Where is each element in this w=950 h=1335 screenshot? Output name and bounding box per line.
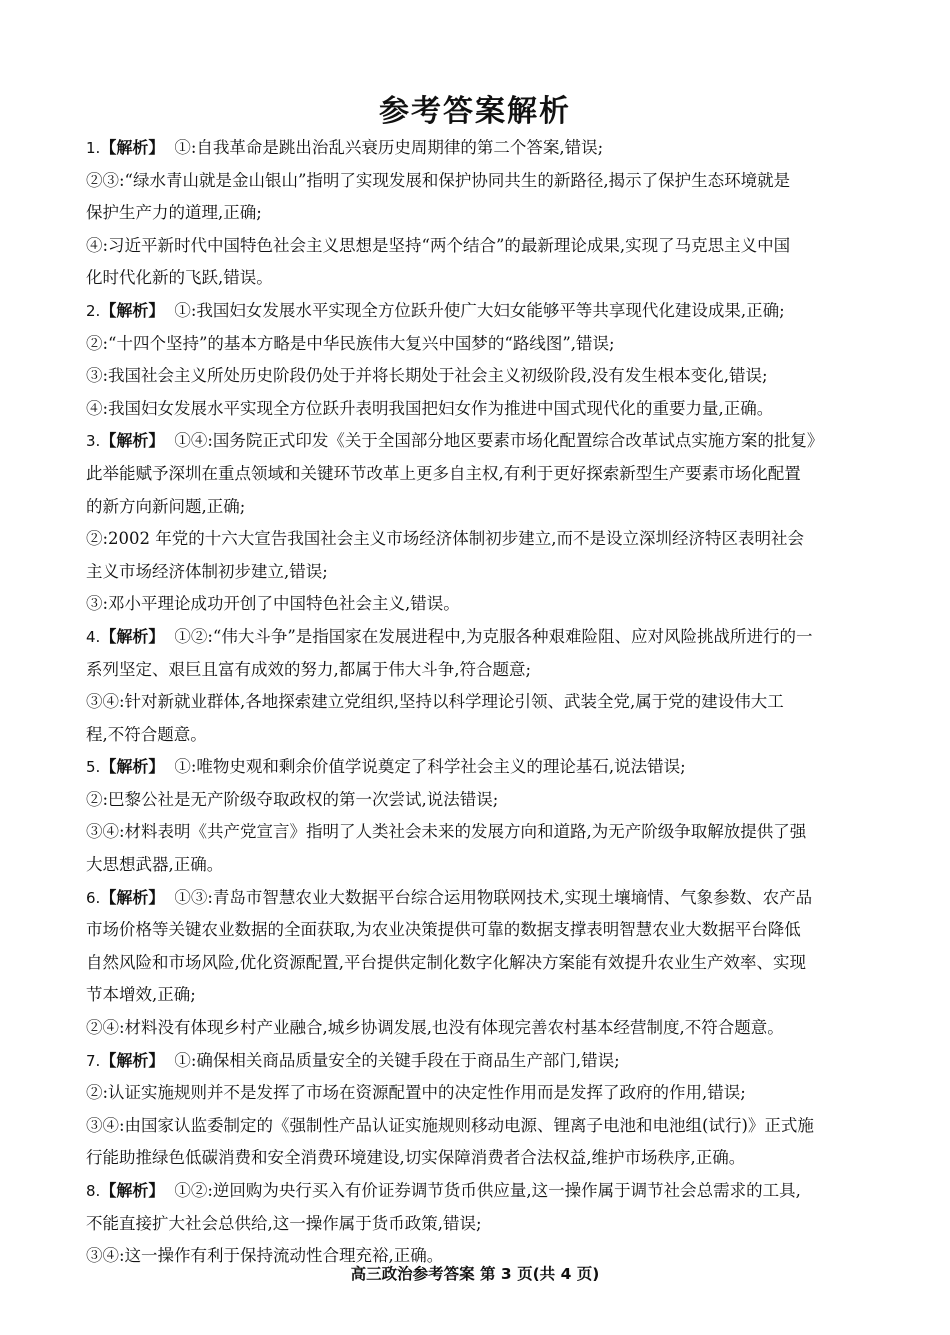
line-text: ①:我国妇女发展水平实现全方位跃升使广大妇女能够平等共享现代化建设成果,正确; xyxy=(174,300,785,320)
answer-line xyxy=(86,588,862,621)
item-number: 8. xyxy=(86,1182,101,1200)
answer-line xyxy=(86,947,862,980)
answer-line xyxy=(86,230,862,263)
line-text: ③④:针对新就业群体,各地探索建立党组织,坚持以科学理论引领、武装全党,属于党的建设伟大工 xyxy=(86,692,784,712)
line-text: ①③:青岛市智慧农业大数据平台综合运用物联网技术,实现土壤墒情、气象参数、农产品 xyxy=(174,887,813,907)
line-text: 系列坚定、艰巨且富有成效的努力,都属于伟大斗争,符合题意; xyxy=(86,659,532,679)
item-number: 5. xyxy=(86,758,101,777)
line-text: ②④:材料没有体现乡村产业融合,城乡协调发展,也没有体现完善农村基本经营制度,不符合题意。 xyxy=(86,1018,784,1038)
answer-line xyxy=(86,751,862,784)
answer-line xyxy=(86,621,862,654)
answer-item xyxy=(86,1045,862,1175)
analysis-tag: 【解析】 xyxy=(100,300,165,320)
answer-line xyxy=(86,719,862,752)
answer-line xyxy=(86,262,862,295)
line-text: ②:巴黎公社是无产阶级夺取政权的第一次尝试,说法错误; xyxy=(86,789,499,809)
line-text: ①④:国务院正式印发《关于全国部分地区要素市场化配置综合改革试点实施方案的批复》 xyxy=(174,431,824,451)
answer-line xyxy=(86,328,862,361)
page-title: 参考答案解析 xyxy=(379,94,571,129)
answer-line xyxy=(86,556,862,589)
line-text: ②:“十四个坚持”的基本方略是中华民族伟大复兴中国梦的“路线图”,错误; xyxy=(86,333,615,353)
line-text: ①②:逆回购为央行买入有价证券调节货币供应量,这一操作属于调节社会总需求的工具, xyxy=(174,1181,801,1200)
answer-item xyxy=(86,621,862,751)
answer-line xyxy=(86,784,862,817)
answer-item xyxy=(86,1175,862,1273)
line-text: ②:2002 年党的十六大宣告我国社会主义市场经济体制初步建立,而不是设立深圳经济特区表明社会 xyxy=(86,529,805,549)
answer-line xyxy=(86,654,862,687)
line-text: 化时代化新的飞跃,错误。 xyxy=(86,268,273,288)
answer-line xyxy=(86,491,862,524)
answer-line xyxy=(86,1077,862,1110)
item-number: 7. xyxy=(86,1051,101,1070)
answer-item xyxy=(86,882,862,1045)
answer-item xyxy=(86,425,862,621)
line-text: ①②:“伟大斗争”是指国家在发展进程中,为克服各种艰难险阻、应对风险挑战所进行的一 xyxy=(174,626,813,646)
line-text: 行能助推绿色低碳消费和安全消费环境建设,切实保障消费者合法权益,维护市场秩序,正确。 xyxy=(86,1148,746,1168)
line-text: 节本增效,正确; xyxy=(86,985,196,1005)
analysis-tag: 【解析】 xyxy=(100,626,165,646)
answer-line xyxy=(86,816,862,849)
answer-line xyxy=(86,1142,862,1175)
line-text: 市场价格等关键农业数据的全面获取,为农业决策提供可靠的数据支撑表明智慧农业大数据平台降低 xyxy=(86,920,801,940)
item-number: 2. xyxy=(86,301,101,320)
answer-line xyxy=(86,1110,862,1143)
answer-item xyxy=(86,751,862,881)
analysis-tag: 【解析】 xyxy=(100,1181,165,1200)
analysis-tag: 【解析】 xyxy=(100,1050,165,1070)
answer-line xyxy=(86,197,862,230)
answer-line xyxy=(86,523,862,556)
analysis-tag: 【解析】 xyxy=(100,431,165,451)
analysis-tag: 【解析】 xyxy=(100,757,165,777)
line-text: ①:确保相关商品质量安全的关键手段在于商品生产部门,错误; xyxy=(174,1050,620,1070)
line-text: 自然风险和市场风险,优化资源配置,平台提供定制化数字化解决方案能有效提升农业生产效率、实现 xyxy=(86,952,806,972)
line-text: ④:习近平新时代中国特色社会主义思想是坚持“两个结合”的最新理论成果,实现了马克思主义中国 xyxy=(86,235,791,255)
line-text: 大思想武器,正确。 xyxy=(86,855,224,875)
answer-line xyxy=(86,686,862,719)
analysis-tag: 【解析】 xyxy=(100,887,165,907)
analysis-tag: 【解析】 xyxy=(100,138,165,157)
answer-line xyxy=(86,295,862,328)
item-number: 1. xyxy=(86,139,101,157)
answer-item xyxy=(86,295,862,425)
line-text: ③④:材料表明《共产党宣言》指明了人类社会未来的发展方向和道路,为无产阶级争取解放提供了强 xyxy=(86,822,807,842)
answer-line xyxy=(86,132,862,165)
answer-line xyxy=(86,882,862,915)
line-text: ③④:这一操作有利于保持流动性合理充裕,正确。 xyxy=(86,1246,444,1266)
answer-line xyxy=(86,979,862,1012)
line-text: ③:我国社会主义所处历史阶段仍处于并将长期处于社会主义初级阶段,没有发生根本变化,错误; xyxy=(86,366,768,386)
answer-line xyxy=(86,1045,862,1078)
answer-line xyxy=(86,1208,862,1241)
answer-line xyxy=(86,393,862,426)
line-text: ②③:“绿水青山就是金山银山”指明了实现发展和保护协同共生的新路径,揭示了保护生态环境就是 xyxy=(86,170,791,190)
line-text: 主义市场经济体制初步建立,错误; xyxy=(86,561,328,581)
page-footer: 高三政治参考答案 第 3 页(共 4 页) xyxy=(350,1265,600,1283)
item-number: 6. xyxy=(86,888,101,907)
line-text: 此举能赋予深圳在重点领域和关键环节改革上更多自主权,有利于更好探索新型生产要素市场化配置 xyxy=(86,463,801,483)
answer-line xyxy=(86,1175,862,1208)
line-text: ②:认证实施规则并不是发挥了市场在资源配置中的决定性作用而是发挥了政府的作用,错误; xyxy=(86,1083,746,1103)
line-text: ①:唯物史观和剩余价值学说奠定了科学社会主义的理论基石,说法错误; xyxy=(174,757,686,777)
line-text: 不能直接扩大社会总供给,这一操作属于货币政策,错误; xyxy=(86,1213,482,1233)
answer-line xyxy=(86,914,862,947)
line-text: 保护生产力的道理,正确; xyxy=(86,203,262,223)
item-number: 4. xyxy=(86,627,101,646)
item-number: 3. xyxy=(86,432,101,451)
line-text: ④:我国妇女发展水平实现全方位跃升表明我国把妇女作为推进中国式现代化的重要力量,正确。 xyxy=(86,398,774,418)
answer-line xyxy=(86,458,862,491)
answer-line xyxy=(86,165,862,198)
line-text: ③④:由国家认监委制定的《强制性产品认证实施规则移动电源、锂离子电池和电池组(试行)》正式施 xyxy=(86,1115,814,1135)
answer-line xyxy=(86,1012,862,1045)
answer-line xyxy=(86,849,862,882)
answer-line xyxy=(86,360,862,393)
line-text: ①:自我革命是跳出治乱兴衰历史周期律的第二个答案,错误; xyxy=(174,138,604,157)
line-text: 的新方向新问题,正确; xyxy=(86,496,246,516)
line-text: 程,不符合题意。 xyxy=(86,724,207,744)
line-text: ③:邓小平理论成功开创了中国特色社会主义,错误。 xyxy=(86,594,460,614)
answer-item xyxy=(86,132,862,295)
answer-list xyxy=(86,132,862,1273)
answer-line xyxy=(86,425,862,458)
